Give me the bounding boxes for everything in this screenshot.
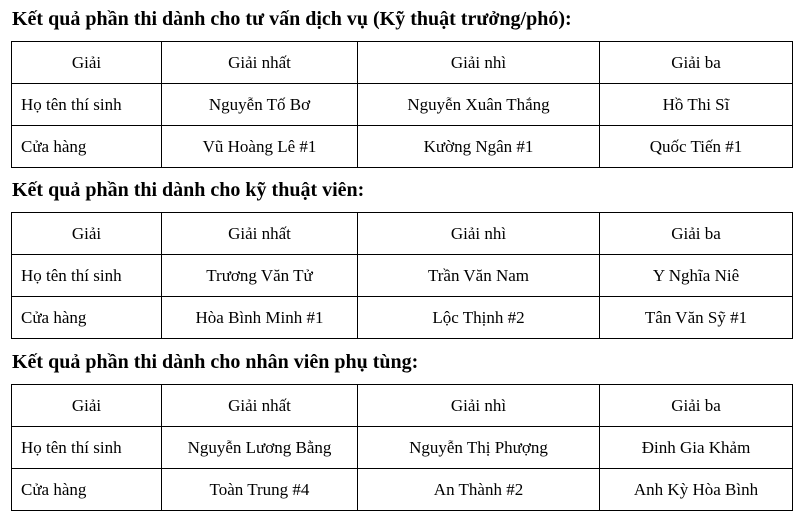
header-cell-third-prize: Giải ba (600, 213, 793, 255)
header-cell-second-prize: Giải nhì (358, 385, 600, 427)
table-header-row (12, 385, 793, 427)
header-cell-award: Giải (12, 213, 162, 255)
header-cell-first-prize: Giải nhất (162, 42, 358, 84)
header-cell-second-prize: Giải nhì (358, 213, 600, 255)
header-cell-third-prize: Giải ba (600, 42, 793, 84)
cell-first-prize-store: Hòa Bình Minh #1 (162, 297, 358, 339)
cell-first-prize-name: Nguyễn Lương Bằng (162, 427, 358, 469)
header-cell-award: Giải (12, 42, 162, 84)
row-label-contestant-name: Họ tên thí sinh (12, 255, 162, 297)
row-label-store: Cửa hàng (12, 469, 162, 511)
section-title-service-advisor: Kết quả phần thi dành cho tư vấn dịch vụ (Kỹ thuật trưởng/phó): (12, 8, 572, 30)
header-cell-second-prize: Giải nhì (358, 42, 600, 84)
cell-third-prize-store: Anh Kỳ Hòa Bình (600, 469, 793, 511)
cell-third-prize-name: Đinh Gia Khảm (600, 427, 793, 469)
header-cell-first-prize: Giải nhất (162, 213, 358, 255)
cell-second-prize-name: Nguyễn Thị Phượng (358, 427, 600, 469)
table-row-store (12, 297, 793, 339)
cell-third-prize-store: Quốc Tiến #1 (600, 126, 793, 168)
table-row-contestant-name (12, 255, 793, 297)
row-label-store: Cửa hàng (12, 297, 162, 339)
header-cell-third-prize: Giải ba (600, 385, 793, 427)
table-header-row (12, 213, 793, 255)
cell-second-prize-name: Nguyễn Xuân Thắng (358, 84, 600, 126)
results-table-service-advisor (11, 41, 793, 168)
table-row-contestant-name (12, 84, 793, 126)
header-cell-first-prize: Giải nhất (162, 385, 358, 427)
cell-second-prize-store: An Thành #2 (358, 469, 600, 511)
section-title-parts-staff: Kết quả phần thi dành cho nhân viên phụ tùng: (12, 351, 419, 373)
header-cell-award: Giải (12, 385, 162, 427)
table-row-contestant-name (12, 427, 793, 469)
table-row-store (12, 469, 793, 511)
cell-third-prize-name: Hồ Thi Sĩ (600, 84, 793, 126)
results-table-parts-staff (11, 384, 793, 511)
cell-second-prize-store: Kường Ngân #1 (358, 126, 600, 168)
section-title-technician: Kết quả phần thi dành cho kỹ thuật viên: (12, 179, 365, 201)
row-label-contestant-name: Họ tên thí sinh (12, 427, 162, 469)
row-label-store: Cửa hàng (12, 126, 162, 168)
row-label-contestant-name: Họ tên thí sinh (12, 84, 162, 126)
cell-first-prize-name: Nguyễn Tố Bơ (162, 84, 358, 126)
cell-second-prize-name: Trần Văn Nam (358, 255, 600, 297)
results-table-technician (11, 212, 793, 339)
cell-first-prize-store: Toàn Trung #4 (162, 469, 358, 511)
table-header-row (12, 42, 793, 84)
cell-third-prize-name: Y Nghĩa Niê (600, 255, 793, 297)
table-row-store (12, 126, 793, 168)
cell-first-prize-name: Trương Văn Tử (162, 255, 358, 297)
cell-first-prize-store: Vũ Hoàng Lê #1 (162, 126, 358, 168)
cell-third-prize-store: Tân Văn Sỹ #1 (600, 297, 793, 339)
cell-second-prize-store: Lộc Thịnh #2 (358, 297, 600, 339)
